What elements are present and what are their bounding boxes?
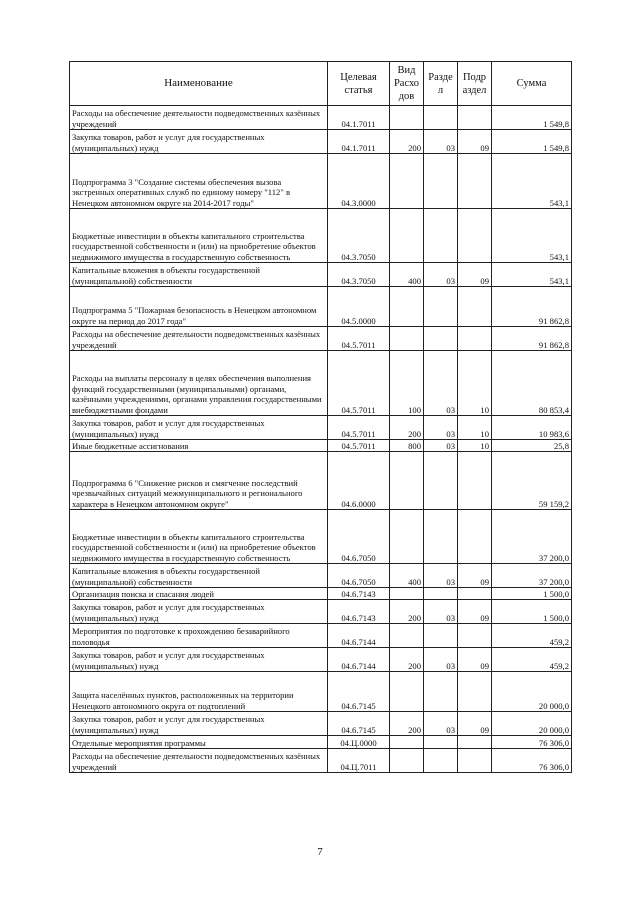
cell-razdel: 03 xyxy=(424,351,458,416)
cell-name: Капитальные вложения в объекты государственной (муниципальной) собственности xyxy=(70,564,328,588)
cell-vid: 200 xyxy=(390,416,424,440)
cell-razdel xyxy=(424,672,458,712)
cell-target: 04.1.7011 xyxy=(328,106,390,130)
cell-razdel: 03 xyxy=(424,130,458,154)
table-row xyxy=(70,106,572,130)
table-body xyxy=(70,106,572,773)
cell-vid xyxy=(390,106,424,130)
cell-podrazdel xyxy=(458,287,492,327)
cell-vid xyxy=(390,209,424,263)
cell-name: Иные бюджетные ассигнования xyxy=(70,440,328,452)
cell-target: 04.5.7011 xyxy=(328,351,390,416)
table-row xyxy=(70,287,572,327)
cell-name: Расходы на обеспечение деятельности подведомственных казённых учреждений xyxy=(70,106,328,130)
cell-vid: 200 xyxy=(390,712,424,736)
cell-sum: 91 862,8 xyxy=(492,327,572,351)
cell-sum: 20 000,0 xyxy=(492,712,572,736)
cell-razdel: 03 xyxy=(424,600,458,624)
table-row xyxy=(70,351,572,416)
table-row xyxy=(70,130,572,154)
cell-sum: 459,2 xyxy=(492,648,572,672)
cell-podrazdel: 10 xyxy=(458,416,492,440)
cell-podrazdel: 09 xyxy=(458,263,492,287)
cell-target: 04.6.7143 xyxy=(328,588,390,600)
cell-podrazdel: 09 xyxy=(458,712,492,736)
cell-target: 04.6.7145 xyxy=(328,672,390,712)
cell-razdel: 03 xyxy=(424,712,458,736)
cell-razdel xyxy=(424,327,458,351)
cell-razdel: 03 xyxy=(424,440,458,452)
cell-target: 04.3.0000 xyxy=(328,154,390,209)
cell-razdel xyxy=(424,209,458,263)
cell-razdel xyxy=(424,588,458,600)
cell-target: 04.6.7050 xyxy=(328,564,390,588)
table-row xyxy=(70,154,572,209)
cell-sum: 10 983,6 xyxy=(492,416,572,440)
table-row xyxy=(70,263,572,287)
page-number: 7 xyxy=(317,846,323,858)
cell-razdel xyxy=(424,624,458,648)
cell-vid xyxy=(390,287,424,327)
cell-name: Капитальные вложения в объекты государственной (муниципальной) собственности xyxy=(70,263,328,287)
cell-name: Защита населённых пунктов, расположенных на территории Ненецкого автономного округа от подтоплений xyxy=(70,672,328,712)
cell-name: Подпрограмма 3 "Создание системы обеспечения вызова экстренных оперативных служб по единому номеру "112" в Ненецком автономном округе на 2014-2017 годы" xyxy=(70,154,328,209)
cell-target: 04.5.7011 xyxy=(328,327,390,351)
cell-name: Отдельные мероприятия программы xyxy=(70,736,328,749)
cell-target: 04.5.7011 xyxy=(328,440,390,452)
header-razdel: Разде л xyxy=(424,62,458,106)
cell-target: 04.3.7050 xyxy=(328,209,390,263)
table-row xyxy=(70,712,572,736)
table-row xyxy=(70,416,572,440)
cell-sum: 543,1 xyxy=(492,263,572,287)
cell-vid xyxy=(390,154,424,209)
cell-name: Закупка товаров, работ и услуг для государственных (муниципальных) нужд xyxy=(70,416,328,440)
cell-vid: 200 xyxy=(390,130,424,154)
cell-target: 04.5.0000 xyxy=(328,287,390,327)
cell-razdel: 03 xyxy=(424,416,458,440)
cell-podrazdel xyxy=(458,327,492,351)
cell-podrazdel: 10 xyxy=(458,351,492,416)
cell-target: 04.Ц.7011 xyxy=(328,749,390,773)
cell-podrazdel xyxy=(458,736,492,749)
cell-podrazdel xyxy=(458,672,492,712)
cell-podrazdel: 09 xyxy=(458,648,492,672)
cell-target: 04.6.7144 xyxy=(328,648,390,672)
cell-podrazdel xyxy=(458,624,492,648)
cell-name: Бюджетные инвестиции в объекты капитального строительства государственной собственности и (или) на приобретение объектов недвижимого имущества в государственную собственность xyxy=(70,209,328,263)
cell-podrazdel: 09 xyxy=(458,130,492,154)
table-row xyxy=(70,209,572,263)
cell-name: Расходы на обеспечение деятельности подведомственных казённых учреждений xyxy=(70,327,328,351)
table-row xyxy=(70,327,572,351)
cell-vid xyxy=(390,510,424,564)
cell-vid: 400 xyxy=(390,564,424,588)
cell-razdel: 03 xyxy=(424,263,458,287)
cell-target: 04.6.7050 xyxy=(328,510,390,564)
cell-target: 04.3.7050 xyxy=(328,263,390,287)
table-row xyxy=(70,648,572,672)
header-sum: Сумма xyxy=(492,62,572,106)
header-target: Целевая статья xyxy=(328,62,390,106)
cell-vid xyxy=(390,736,424,749)
cell-sum: 59 159,2 xyxy=(492,452,572,510)
table-row xyxy=(70,440,572,452)
cell-vid xyxy=(390,672,424,712)
table-row xyxy=(70,588,572,600)
cell-vid xyxy=(390,624,424,648)
table-row xyxy=(70,600,572,624)
cell-podrazdel xyxy=(458,209,492,263)
budget-table xyxy=(69,61,572,773)
cell-name: Организация поиска и спасания людей xyxy=(70,588,328,600)
cell-sum: 459,2 xyxy=(492,624,572,648)
cell-sum: 1 549,8 xyxy=(492,106,572,130)
cell-podrazdel xyxy=(458,452,492,510)
cell-podrazdel xyxy=(458,106,492,130)
cell-sum: 76 306,0 xyxy=(492,736,572,749)
cell-razdel xyxy=(424,154,458,209)
cell-vid: 400 xyxy=(390,263,424,287)
cell-name: Мероприятия по подготовке к прохождению безаварийного половодья xyxy=(70,624,328,648)
header-podrazdel: Подр аздел xyxy=(458,62,492,106)
cell-vid xyxy=(390,327,424,351)
cell-razdel: 03 xyxy=(424,564,458,588)
cell-vid: 200 xyxy=(390,648,424,672)
cell-target: 04.6.0000 xyxy=(328,452,390,510)
cell-sum: 1 500,0 xyxy=(492,600,572,624)
cell-sum: 37 200,0 xyxy=(492,510,572,564)
cell-podrazdel: 09 xyxy=(458,564,492,588)
cell-podrazdel: 09 xyxy=(458,600,492,624)
table-row xyxy=(70,564,572,588)
cell-razdel: 03 xyxy=(424,648,458,672)
table-row xyxy=(70,749,572,773)
cell-target: 04.6.7145 xyxy=(328,712,390,736)
cell-podrazdel xyxy=(458,588,492,600)
table-header-row xyxy=(70,62,572,106)
cell-vid: 100 xyxy=(390,351,424,416)
cell-podrazdel: 10 xyxy=(458,440,492,452)
cell-sum: 1 500,0 xyxy=(492,588,572,600)
table-row xyxy=(70,624,572,648)
cell-name: Закупка товаров, работ и услуг для государственных (муниципальных) нужд xyxy=(70,648,328,672)
cell-sum: 1 549,8 xyxy=(492,130,572,154)
cell-razdel xyxy=(424,106,458,130)
cell-sum: 37 200,0 xyxy=(492,564,572,588)
cell-podrazdel xyxy=(458,510,492,564)
table-row xyxy=(70,452,572,510)
cell-vid xyxy=(390,452,424,510)
table-row xyxy=(70,672,572,712)
cell-razdel xyxy=(424,287,458,327)
cell-target: 04.Ц.0000 xyxy=(328,736,390,749)
cell-name: Бюджетные инвестиции в объекты капитального строительства государственной собственности и (или) на приобретение объектов недвижимого имущества в государственную собственность xyxy=(70,510,328,564)
cell-vid xyxy=(390,588,424,600)
table-row xyxy=(70,736,572,749)
cell-sum: 543,1 xyxy=(492,154,572,209)
cell-razdel xyxy=(424,736,458,749)
cell-vid: 200 xyxy=(390,600,424,624)
cell-podrazdel xyxy=(458,749,492,773)
cell-vid xyxy=(390,749,424,773)
cell-name: Расходы на выплаты персоналу в целях обеспечения выполнения функций государственными (муниципальными) органами, казёнными учреждениями, органами управления государственными внебюджетными фондами xyxy=(70,351,328,416)
cell-target: 04.5.7011 xyxy=(328,416,390,440)
cell-sum: 20 000,0 xyxy=(492,672,572,712)
cell-name: Закупка товаров, работ и услуг для государственных (муниципальных) нужд xyxy=(70,130,328,154)
cell-razdel xyxy=(424,749,458,773)
cell-name: Подпрограмма 6 "Снижение рисков и смягчение последствий чрезвычайных ситуаций межмуниципального и регионального характера в Ненецком автономном округе" xyxy=(70,452,328,510)
cell-sum: 76 306,0 xyxy=(492,749,572,773)
cell-target: 04.6.7144 xyxy=(328,624,390,648)
cell-name: Подпрограмма 5 "Пожарная безопасность в Ненецком автономном округе на период до 2017 года" xyxy=(70,287,328,327)
table-row xyxy=(70,510,572,564)
cell-target: 04.6.7143 xyxy=(328,600,390,624)
cell-sum: 80 853,4 xyxy=(492,351,572,416)
cell-name: Закупка товаров, работ и услуг для государственных (муниципальных) нужд xyxy=(70,712,328,736)
cell-name: Расходы на обеспечение деятельности подведомственных казённых учреждений xyxy=(70,749,328,773)
cell-sum: 91 862,8 xyxy=(492,287,572,327)
cell-vid: 800 xyxy=(390,440,424,452)
header-name: Наименование xyxy=(70,62,328,106)
cell-sum: 25,8 xyxy=(492,440,572,452)
header-vid: Вид Расхо дов xyxy=(390,62,424,106)
cell-sum: 543,1 xyxy=(492,209,572,263)
cell-podrazdel xyxy=(458,154,492,209)
cell-name: Закупка товаров, работ и услуг для государственных (муниципальных) нужд xyxy=(70,600,328,624)
cell-target: 04.1.7011 xyxy=(328,130,390,154)
cell-razdel xyxy=(424,510,458,564)
cell-razdel xyxy=(424,452,458,510)
